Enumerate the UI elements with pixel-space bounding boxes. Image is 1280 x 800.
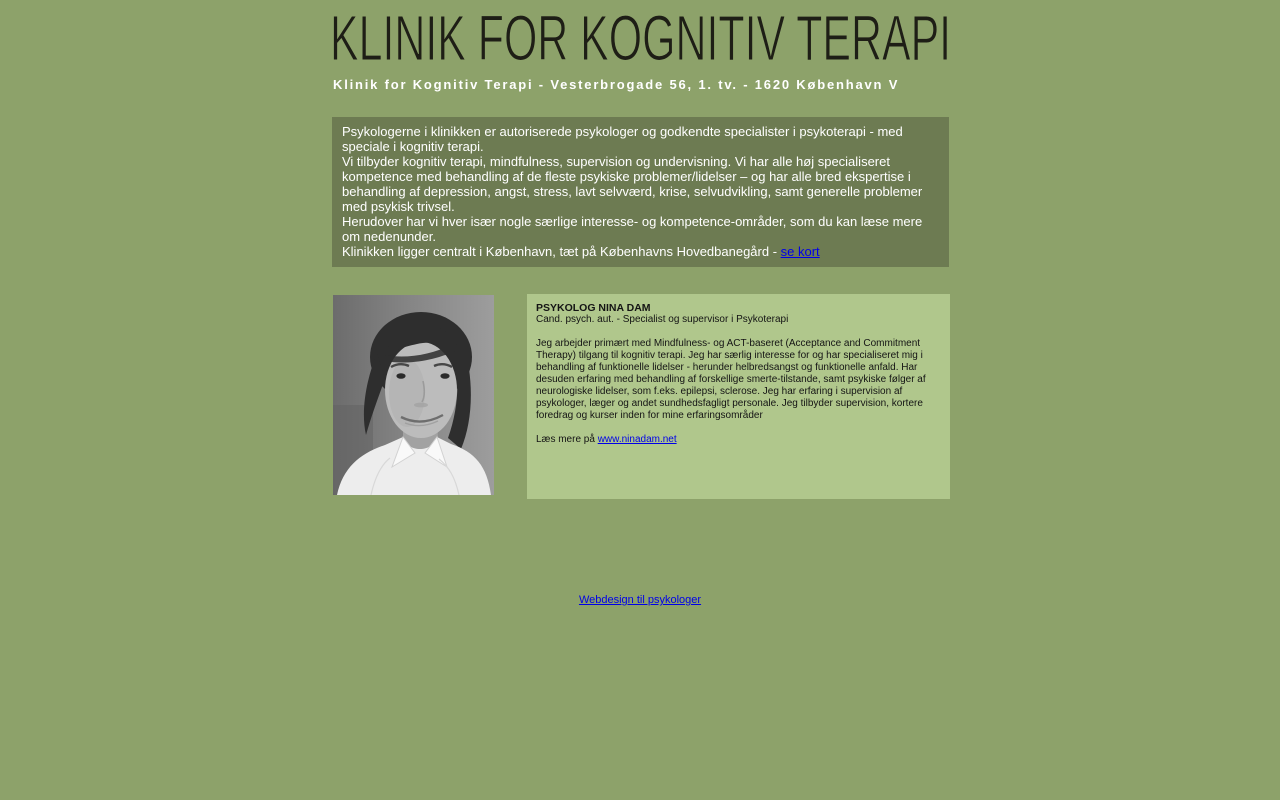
website-link[interactable]: www.ninadam.net [597,434,677,445]
website-line [536,434,941,446]
paragraph: Vi tilbyder kognitiv terapi, mindfulness, supervision og undervisning. Vi har alle høj specialiseret kompetence med behandling af de fleste psykiske problemer/lidelser – og har alle bred ekspertise i behandling af depression, angst, stress, lavt selvværd, krise, selvudvikling, samt generelle problemer med psykisk trivsel. [342,154,923,214]
profile-title: Cand. psych. aut. - Specialist og supervisor i Psykoterapi [536,314,789,325]
webdesign-link[interactable]: Webdesign til psykologer [578,594,702,606]
intro-box [332,117,949,267]
profile-bio: Jeg arbejder primært med Mindfulness- og ACT-baseret (Acceptance and Commitment Therapy) tilgang til kognitiv terapi. Jeg har særlig interesse for og har specialiseret mig i behandling af funktionelle lidelser - herunder helbredsangst og funktionelle anfald. Har desuden erfaring med behandling af forskellige smerte-tilstande, samt psykiske følger af neurologiske lidelser, som f.eks. epilepsi, sclerose. Jeg har erfaring i supervision af psykologer, læger og andet sundhedsfagligt personale. Jeg tilbyder supervision, kortere foredrag og kurser inden for mine erfaringsområder [536,338,926,421]
page-title: KLINIK FOR KOGNITIV TERAPI [330,2,952,74]
paragraph: Herudover har vi hver især nogle særlige interesse- og kompetence-områder, som du kan læse mere om nedenunder. [342,214,923,244]
eye [440,373,449,379]
location-text: Klinikken ligger centralt i København, tæt på Københavns Hovedbanegård - [342,244,781,259]
website-prefix: Læs mere på [536,434,598,445]
profile-box [527,294,950,499]
footer [0,594,1280,606]
map-link[interactable]: se kort [780,244,820,259]
intro-paragraphs [342,124,939,244]
spacer [536,422,941,434]
clinic-address-subtitle: Klinik for Kognitiv Terapi - Vesterbrogade 56, 1. tv. - 1620 København V [333,77,900,92]
portrait-photo [333,295,494,495]
eye [396,373,405,379]
spacer [536,326,941,338]
paragraph: Psykologerne i klinikken er autoriserede psykologer og godkendte specialister i psykoterapi - med speciale i kognitiv terapi. [342,124,903,154]
profile-name: PSYKOLOG NINA DAM [536,302,651,314]
location-line [342,244,939,259]
